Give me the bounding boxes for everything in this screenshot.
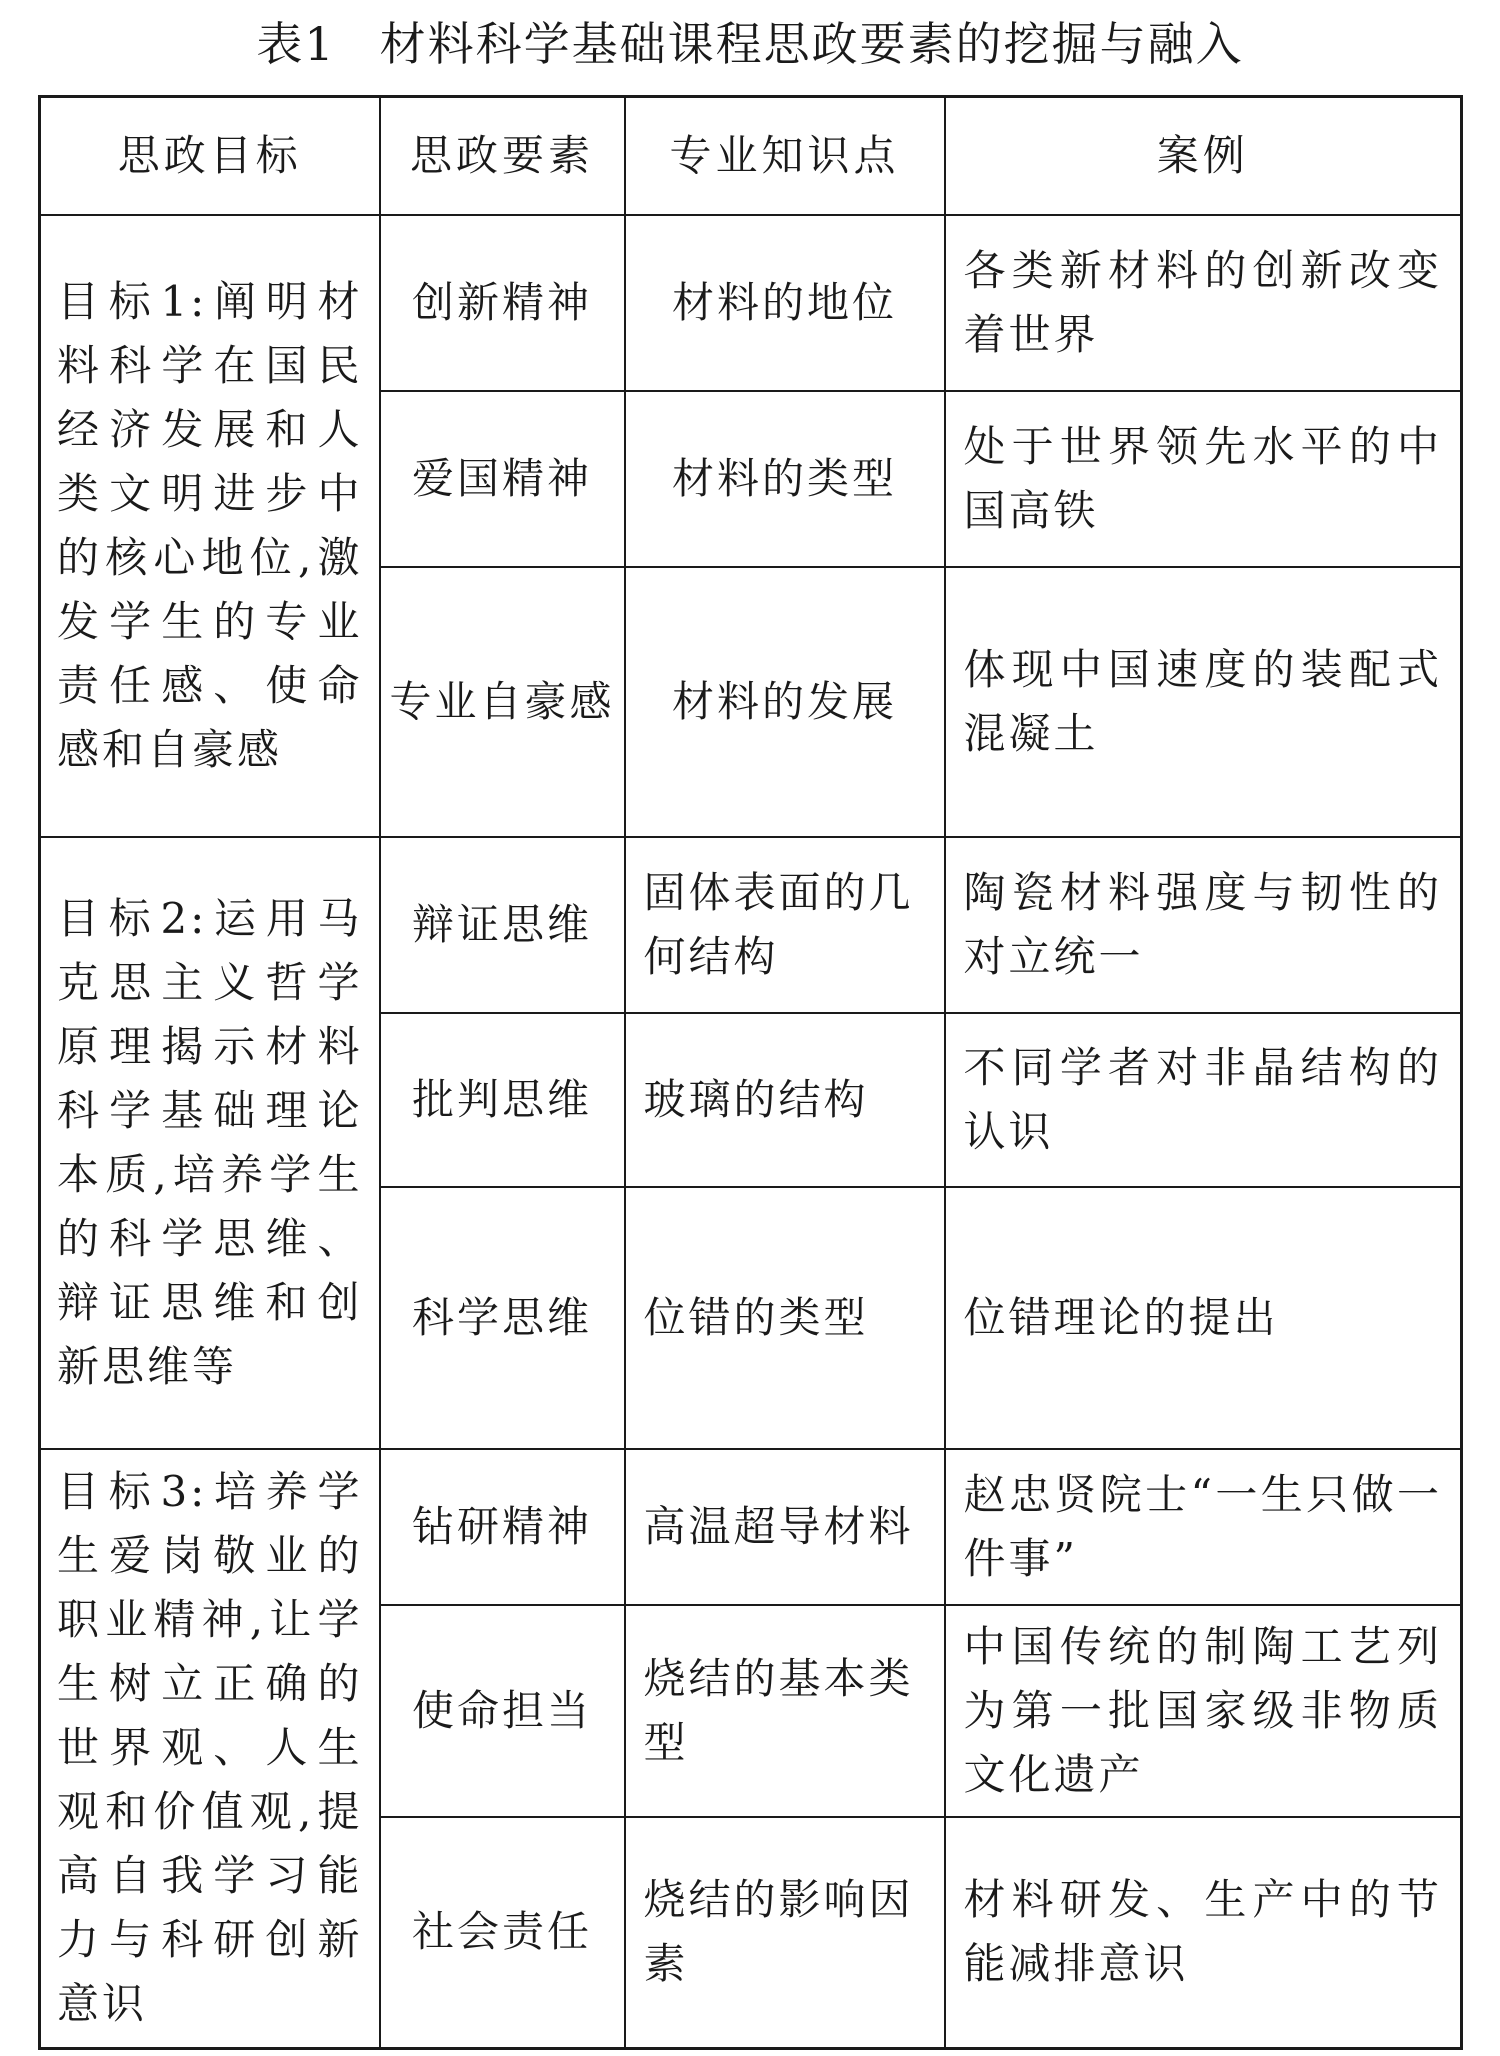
element-cell: 爱国精神	[380, 391, 625, 567]
knowledge-cell: 烧结的影响因素	[625, 1817, 945, 2049]
case-cell: 位错理论的提出	[945, 1187, 1462, 1449]
header-element: 思政要素	[380, 97, 625, 215]
header-knowledge: 专业知识点	[625, 97, 945, 215]
table-row	[40, 837, 1462, 1013]
ideological-elements-table	[38, 95, 1463, 2050]
knowledge-cell: 固体表面的几何结构	[625, 837, 945, 1013]
knowledge-cell: 高温超导材料	[625, 1449, 945, 1605]
case-cell: 材料研发、生产中的节能减排意识	[945, 1817, 1462, 2049]
table-caption: 材料科学基础课程思政要素的挖掘与融入	[379, 17, 1244, 71]
element-cell: 科学思维	[380, 1187, 625, 1449]
table-row	[40, 1449, 1462, 1605]
case-cell: 体现中国速度的装配式混凝土	[945, 567, 1462, 837]
header-row	[40, 97, 1462, 215]
element-cell: 社会责任	[380, 1817, 625, 2049]
goal-cell: 目标1:阐明材料科学在国民经济发展和人类文明进步中的核心地位,激发学生的专业责任感、使命感和自豪感	[40, 215, 380, 837]
header-case: 案例	[945, 97, 1462, 215]
knowledge-cell: 玻璃的结构	[625, 1013, 945, 1187]
case-cell: 处于世界领先水平的中国高铁	[945, 391, 1462, 567]
goal-cell: 目标3:培养学生爱岗敬业的职业精神,让学生树立正确的世界观、人生观和价值观,提高自我学习能力与科研创新意识	[40, 1449, 380, 2049]
table-number: 表1	[256, 17, 336, 71]
knowledge-cell: 材料的类型	[625, 391, 945, 567]
case-cell: 赵忠贤院士“一生只做一件事”	[945, 1449, 1462, 1605]
element-cell: 专业自豪感	[380, 567, 625, 837]
case-cell: 中国传统的制陶工艺列为第一批国家级非物质文化遗产	[945, 1605, 1462, 1817]
element-cell: 创新精神	[380, 215, 625, 391]
element-cell: 辩证思维	[380, 837, 625, 1013]
knowledge-cell: 烧结的基本类型	[625, 1605, 945, 1817]
knowledge-cell: 材料的发展	[625, 567, 945, 837]
goal-cell: 目标2:运用马克思主义哲学原理揭示材料科学基础理论本质,培养学生的科学思维、辩证思维和创新思维等	[40, 837, 380, 1449]
element-cell: 批判思维	[380, 1013, 625, 1187]
element-cell: 钻研精神	[380, 1449, 625, 1605]
knowledge-cell: 材料的地位	[625, 215, 945, 391]
header-goal: 思政目标	[40, 97, 380, 215]
table-row	[40, 215, 1462, 391]
table-title	[0, 8, 1500, 80]
case-cell: 陶瓷材料强度与韧性的对立统一	[945, 837, 1462, 1013]
element-cell: 使命担当	[380, 1605, 625, 1817]
case-cell: 各类新材料的创新改变着世界	[945, 215, 1462, 391]
case-cell: 不同学者对非晶结构的认识	[945, 1013, 1462, 1187]
knowledge-cell: 位错的类型	[625, 1187, 945, 1449]
